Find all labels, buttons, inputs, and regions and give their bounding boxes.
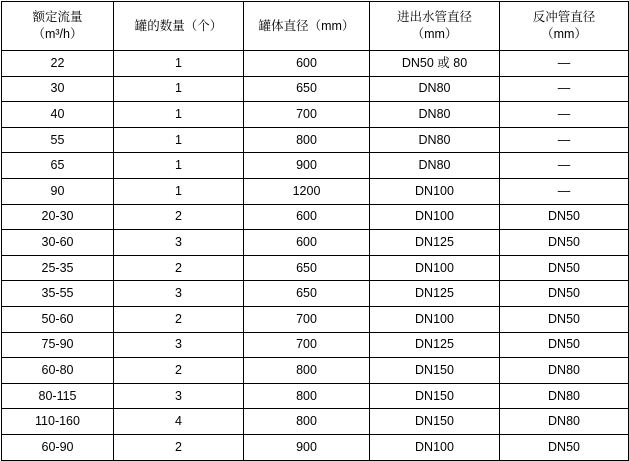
table-row — [2, 76, 629, 102]
table-row — [2, 255, 629, 281]
cell-inlet-outlet-pipe-diameter: DN125 — [370, 332, 500, 358]
cell-backwash-pipe-diameter: DN50 — [500, 306, 629, 332]
specification-table — [1, 1, 629, 461]
column-header-backwash-pipe-diameter-line1: 反冲管直径 — [532, 10, 596, 25]
column-header-backwash-pipe-diameter — [500, 2, 629, 51]
table-body — [2, 51, 629, 461]
cell-backwash-pipe-diameter: — — [500, 153, 629, 179]
column-header-tank-diameter-line1: 罐体直径（mm） — [258, 18, 355, 33]
table-row — [2, 153, 629, 179]
cell-tank-count: 1 — [114, 51, 244, 77]
cell-tank-diameter: 1200 — [244, 178, 370, 204]
cell-flow-rate: 65 — [2, 153, 114, 179]
table-row — [2, 281, 629, 307]
cell-tank-diameter: 700 — [244, 102, 370, 128]
cell-inlet-outlet-pipe-diameter: DN125 — [370, 230, 500, 256]
table-header-row — [2, 2, 629, 51]
column-header-inlet-outlet-pipe-diameter — [370, 2, 500, 51]
column-header-backwash-pipe-diameter-line2: （mm） — [541, 27, 587, 41]
cell-tank-count: 1 — [114, 102, 244, 128]
cell-flow-rate: 25-35 — [2, 255, 114, 281]
cell-inlet-outlet-pipe-diameter: DN80 — [370, 76, 500, 102]
cell-backwash-pipe-diameter: DN50 — [500, 255, 629, 281]
table-row — [2, 230, 629, 256]
cell-tank-count: 2 — [114, 358, 244, 384]
cell-inlet-outlet-pipe-diameter: DN100 — [370, 178, 500, 204]
table-row — [2, 306, 629, 332]
column-header-flow-rate — [2, 2, 114, 51]
cell-tank-count: 2 — [114, 255, 244, 281]
column-header-inlet-outlet-pipe-diameter-line2: （mm） — [411, 27, 458, 41]
cell-tank-diameter: 600 — [244, 51, 370, 77]
cell-tank-diameter: 800 — [244, 127, 370, 153]
cell-inlet-outlet-pipe-diameter: DN125 — [370, 281, 500, 307]
cell-backwash-pipe-diameter: DN50 — [500, 434, 629, 460]
cell-backwash-pipe-diameter: DN80 — [500, 358, 629, 384]
cell-inlet-outlet-pipe-diameter: DN80 — [370, 153, 500, 179]
spec-table-container — [0, 1, 629, 454]
table-row — [2, 102, 629, 128]
cell-tank-diameter: 700 — [244, 332, 370, 358]
cell-tank-count: 3 — [114, 332, 244, 358]
cell-backwash-pipe-diameter: DN80 — [500, 383, 629, 409]
cell-inlet-outlet-pipe-diameter: DN150 — [370, 409, 500, 435]
cell-backwash-pipe-diameter: — — [500, 102, 629, 128]
cell-flow-rate: 60-80 — [2, 358, 114, 384]
table-row — [2, 332, 629, 358]
cell-flow-rate: 30-60 — [2, 230, 114, 256]
cell-tank-diameter: 800 — [244, 409, 370, 435]
cell-inlet-outlet-pipe-diameter: DN150 — [370, 358, 500, 384]
cell-flow-rate: 90 — [2, 178, 114, 204]
cell-backwash-pipe-diameter: — — [500, 76, 629, 102]
cell-tank-diameter: 800 — [244, 383, 370, 409]
cell-inlet-outlet-pipe-diameter: DN100 — [370, 204, 500, 230]
table-header — [2, 2, 629, 51]
cell-backwash-pipe-diameter: DN50 — [500, 230, 629, 256]
cell-inlet-outlet-pipe-diameter: DN150 — [370, 383, 500, 409]
cell-backwash-pipe-diameter: DN80 — [500, 409, 629, 435]
cell-flow-rate: 22 — [2, 51, 114, 77]
cell-tank-count: 1 — [114, 153, 244, 179]
cell-backwash-pipe-diameter: DN50 — [500, 281, 629, 307]
cell-flow-rate: 20-30 — [2, 204, 114, 230]
table-row — [2, 383, 629, 409]
cell-inlet-outlet-pipe-diameter: DN80 — [370, 102, 500, 128]
cell-backwash-pipe-diameter: — — [500, 127, 629, 153]
cell-tank-count: 1 — [114, 76, 244, 102]
cell-inlet-outlet-pipe-diameter: DN80 — [370, 127, 500, 153]
cell-inlet-outlet-pipe-diameter: DN100 — [370, 434, 500, 460]
cell-tank-diameter: 600 — [244, 204, 370, 230]
cell-tank-count: 2 — [114, 434, 244, 460]
cell-tank-diameter: 900 — [244, 153, 370, 179]
column-header-tank-diameter — [244, 2, 370, 51]
cell-flow-rate: 30 — [2, 76, 114, 102]
cell-tank-count: 2 — [114, 204, 244, 230]
cell-tank-diameter: 650 — [244, 281, 370, 307]
table-row — [2, 51, 629, 77]
cell-tank-count: 3 — [114, 383, 244, 409]
column-header-tank-count-line1: 罐的数量（个） — [134, 18, 223, 33]
column-header-inlet-outlet-pipe-diameter-line1: 进出水管直径 — [396, 10, 472, 25]
cell-tank-count: 3 — [114, 230, 244, 256]
cell-flow-rate: 55 — [2, 127, 114, 153]
cell-tank-diameter: 600 — [244, 230, 370, 256]
cell-flow-rate: 60-90 — [2, 434, 114, 460]
table-row — [2, 178, 629, 204]
cell-tank-count: 2 — [114, 306, 244, 332]
cell-tank-diameter: 800 — [244, 358, 370, 384]
column-header-tank-count — [114, 2, 244, 51]
column-header-flow-rate-line2: （m³/h） — [32, 27, 83, 41]
table-row — [2, 127, 629, 153]
cell-inlet-outlet-pipe-diameter: DN100 — [370, 255, 500, 281]
cell-flow-rate: 35-55 — [2, 281, 114, 307]
cell-flow-rate: 75-90 — [2, 332, 114, 358]
cell-tank-diameter: 700 — [244, 306, 370, 332]
cell-tank-diameter: 900 — [244, 434, 370, 460]
cell-tank-diameter: 650 — [244, 255, 370, 281]
table-row — [2, 358, 629, 384]
cell-flow-rate: 50-60 — [2, 306, 114, 332]
cell-flow-rate: 80-115 — [2, 383, 114, 409]
table-row — [2, 434, 629, 460]
cell-tank-count: 1 — [114, 127, 244, 153]
cell-tank-count: 1 — [114, 178, 244, 204]
cell-backwash-pipe-diameter: — — [500, 178, 629, 204]
cell-tank-diameter: 650 — [244, 76, 370, 102]
cell-flow-rate: 110-160 — [2, 409, 114, 435]
column-header-flow-rate-line1: 额定流量 — [32, 10, 83, 25]
cell-inlet-outlet-pipe-diameter: DN100 — [370, 306, 500, 332]
table-row — [2, 204, 629, 230]
cell-backwash-pipe-diameter: DN50 — [500, 204, 629, 230]
cell-backwash-pipe-diameter: — — [500, 51, 629, 77]
cell-backwash-pipe-diameter: DN50 — [500, 332, 629, 358]
cell-flow-rate: 40 — [2, 102, 114, 128]
table-row — [2, 409, 629, 435]
cell-tank-count: 3 — [114, 281, 244, 307]
cell-inlet-outlet-pipe-diameter: DN50 或 80 — [370, 51, 500, 77]
cell-tank-count: 4 — [114, 409, 244, 435]
